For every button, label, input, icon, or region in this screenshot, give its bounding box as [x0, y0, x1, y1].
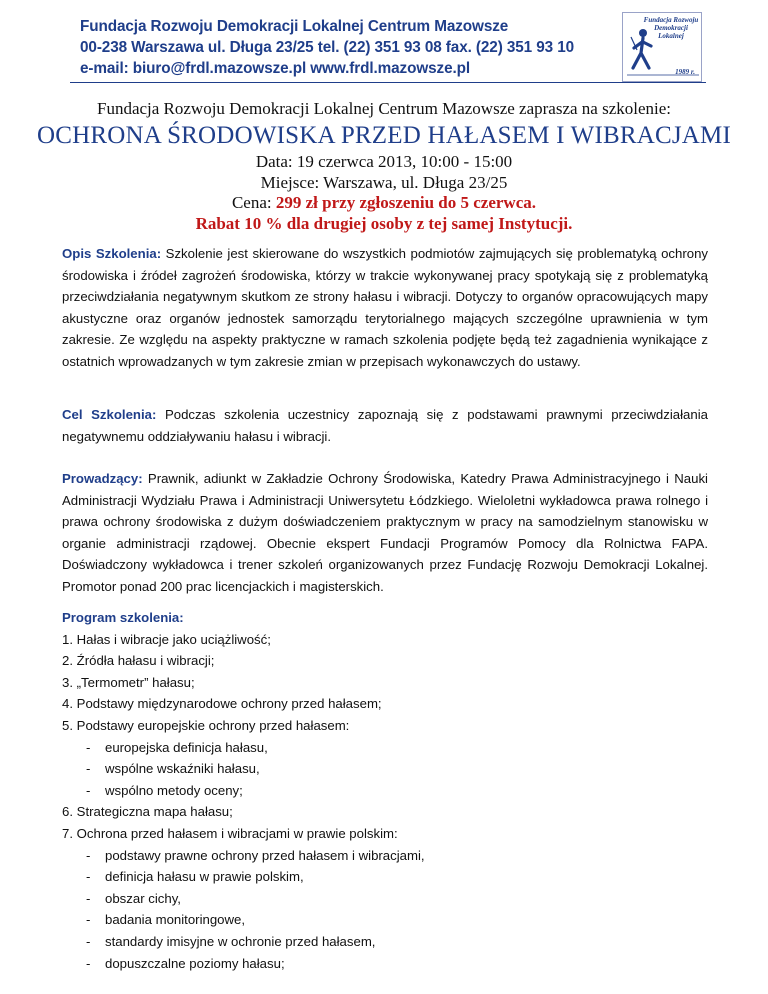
organization-name: Fundacja Rozwoju Demokracji Lokalnej Centrum Mazowsze [80, 18, 509, 35]
letterhead-divider [70, 82, 706, 83]
event-header [0, 98, 768, 234]
goal-text: Podczas szkolenia uczestnicy zapoznają się z podstawami prawnymi przeciwdziałania negatywnemu oddziaływaniu hałasu i wibracji. [62, 407, 708, 444]
event-date: Data: 19 czerwca 2013, 10:00 - 15:00 [255, 152, 513, 171]
logo-name: Fundacja Rozwoju Demokracji Lokalnej [643, 16, 699, 40]
event-price [0, 193, 768, 214]
description-text: Szkolenie jest skierowane do wszystkich podmiotów zajmujących się problematyką ochrony środowiska i źródeł zagrożeń środowiska, którzy w trakcie wykonywanej pracy spotykają się z problematyką przeciwdziałania negatywnym skutkom ze strony hałasu i wibracji. Dotyczy to organów opracowujących mapy akustyczne oraz organów jednostek samorządu terytorialnego mających szczególne uprawnienia w tym zakresie. Ze względu na aspekty praktyczne w ramach szkolenia podjęte będą też zagadnienia wynikające z ostatnich wprowadzanych w tym zakresie zmian w przepisach wykonawczych do ustawy. [62, 246, 708, 369]
program-subitem: - wspólne wskaźniki hałasu, [62, 758, 708, 780]
trainer-label: Prowadzący: [62, 471, 143, 486]
discount-note: Rabat 10 % dla drugiej osoby z tej samej Instytucji. [195, 213, 573, 233]
logo-year: 1989 r. [675, 68, 695, 76]
program-item: 3. „Termometr” hałasu; [62, 674, 195, 690]
letterhead [0, 0, 768, 90]
program-item: 1. Hałas i wibracje jako uciążliwość; [62, 631, 271, 647]
program-label: Program szkolenia: [62, 610, 184, 625]
bullet-dash: - [86, 782, 91, 798]
program-subitem: - europejska definicja hałasu, [62, 737, 708, 759]
program-subitem: - standardy imisyjne w ochronie przed hałasem, [62, 931, 708, 953]
training-title: OCHRONA ŚRODOWISKA PRZED HAŁASEM I WIBRACJAMI [36, 122, 731, 149]
price-value: 299 zł przy zgłoszeniu do 5 czerwca. [275, 193, 537, 212]
bullet-dash: - [86, 847, 91, 863]
program-subitem: - definicja hałasu w prawie polskim, [62, 866, 708, 888]
bullet-dash: - [86, 933, 91, 949]
event-place: Miejsce: Warszawa, ul. Długa 23/25 [260, 172, 508, 192]
letterhead-text [80, 16, 574, 79]
bullet-dash: - [86, 912, 91, 928]
bullet-dash: - [86, 955, 91, 971]
price-label: Cena: [231, 193, 276, 212]
program-item: 2. Źródła hałasu i wibracji; [62, 653, 215, 669]
program-item: 7. Ochrona przed hałasem i wibracjami w prawie polskim: [62, 825, 398, 841]
trainer-text: Prawnik, adiunkt w Zakładzie Ochrony Środowiska, Katedry Prawa Administracyjnego i Nauki Administracji Wydziału Prawa i Administracji Uniwersytetu Łódzkiego. Wieloletni wykładowca prawa rolnego i prawa ochrony środowiska z dużym doświadczeniem praktycznym w pracy na samodzielnym stanowisku w organie administracji rządowej. Obecnie ekspert Fundacji Programów Pomocy dla Rolnictwa FAPA. Doświadczony wykładowca i trener szkoleń organizowanych przez Fundację Rozwoju Demokracji Lokalnej. Promotor ponad 200 prac licencjackich i magisterskich. [62, 471, 708, 594]
program-subitem: - dopuszczalne poziomy hałasu; [62, 953, 708, 975]
invitation-line: Fundacja Rozwoju Demokracji Lokalnej Centrum Mazowsze zaprasza na szkolenie: [96, 99, 671, 118]
goal-section [62, 404, 708, 447]
organization-address: 00-238 Warszawa ul. Długa 23/25 tel. (22) 351 93 08 fax. (22) 351 93 10 [80, 39, 575, 56]
program-subitem: - podstawy prawne ochrony przed hałasem i wibracjami, [62, 845, 708, 867]
program-subitem: - obszar cichy, [62, 888, 708, 910]
bullet-dash: - [86, 739, 91, 755]
program-subitem: - badania monitoringowe, [62, 909, 708, 931]
bullet-dash: - [86, 761, 91, 777]
goal-label: Cel Szkolenia: [62, 407, 157, 422]
program-item: 5. Podstawy europejskie ochrony przed hałasem: [62, 717, 350, 733]
organization-contact: e-mail: biuro@frdl.mazowsze.pl www.frdl.mazowsze.pl [80, 60, 471, 77]
bullet-dash: - [86, 890, 91, 906]
program-item: 6. Strategiczna mapa hałasu; [62, 804, 233, 820]
program-section [62, 607, 708, 974]
description-section [62, 243, 708, 373]
trainer-section [62, 468, 708, 598]
bullet-dash: - [86, 869, 91, 885]
description-label: Opis Szkolenia: [62, 246, 162, 261]
program-subitem: - wspólno metody oceny; [62, 780, 708, 802]
program-item: 4. Podstawy międzynarodowe ochrony przed hałasem; [62, 696, 382, 712]
organization-logo [622, 12, 702, 82]
